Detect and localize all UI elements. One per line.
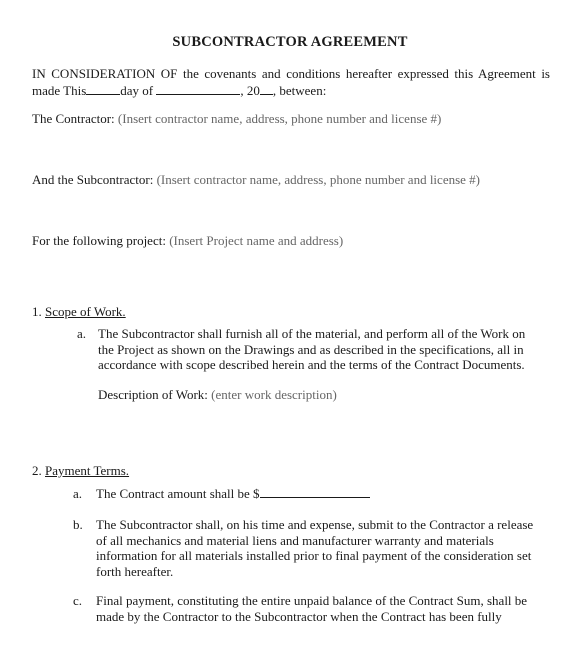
paragraph-line: of all mechanics and material liens and manufacturer warranty and materials: [96, 532, 494, 548]
intro-line-2: [32, 83, 326, 99]
between-label: , between:: [272, 83, 327, 98]
paragraph-line: Final payment, constituting the entire unpaid balance of the Contract Sum, shall be: [96, 593, 528, 608]
intro-line-1: IN CONSIDERATION OF the covenants and conditions hereafter expressed this Agreement is: [32, 66, 550, 81]
description-of-work-line: [98, 387, 337, 403]
section-1-item-a-marker: a.: [77, 326, 87, 341]
month-blank[interactable]: [156, 83, 240, 95]
section-2-item-a-text: [96, 486, 370, 502]
subcontractor-label: And the Subcontractor:: [32, 172, 154, 187]
project-line: [32, 233, 343, 249]
paragraph-line: information for all materials installed prior to final payment of the consideration set: [96, 548, 532, 563]
paragraph-line: accordance with scope described herein and the terms of the Contract Documents.: [98, 357, 525, 372]
paragraph-line: forth hereafter.: [96, 563, 174, 579]
section-2-item-b-text: [96, 517, 533, 579]
paragraph-line: The Subcontractor shall furnish all of the material, and perform all of the Work on: [98, 326, 526, 341]
section-2-item-b-marker: b.: [73, 517, 83, 532]
section-2-number: 2.: [32, 463, 42, 478]
section-1-item-a-text: [98, 326, 525, 373]
day-of-label: day of: [120, 83, 154, 98]
description-label: Description of Work:: [98, 387, 208, 402]
section-2-title: Payment Terms.: [45, 463, 130, 478]
paragraph-line: made by the Contractor to the Subcontractor when the Contract has been fully: [96, 608, 502, 624]
section-2-heading: [32, 463, 129, 479]
contractor-label: The Contractor:: [32, 111, 115, 126]
subcontractor-placeholder[interactable]: (Insert contractor name, address, phone number and license #): [156, 172, 480, 187]
year-blank[interactable]: [260, 83, 273, 95]
paragraph-line: The Subcontractor shall, on his time and expense, submit to the Contractor a release: [96, 517, 534, 532]
project-placeholder[interactable]: (Insert Project name and address): [169, 233, 344, 248]
section-2-item-c-marker: c.: [73, 593, 83, 608]
section-2-item-a-marker: a.: [73, 486, 83, 501]
project-label: For the following project:: [32, 233, 166, 248]
section-1-title: Scope of Work.: [45, 304, 126, 319]
paragraph-line: the Project as shown on the Drawings and as described in the specifications, all in: [98, 341, 524, 357]
day-blank[interactable]: [86, 83, 120, 95]
description-placeholder[interactable]: (enter work description): [211, 387, 337, 402]
contractor-placeholder[interactable]: (Insert contractor name, address, phone number and license #): [117, 111, 442, 126]
made-this-label: made This: [32, 83, 87, 98]
contract-amount-blank[interactable]: [260, 486, 370, 498]
contract-amount-label: The Contract amount shall be $: [96, 486, 260, 501]
year-label: , 20: [240, 83, 260, 98]
section-1-number: 1.: [32, 304, 42, 319]
document-title: SUBCONTRACTOR AGREEMENT: [172, 34, 408, 50]
contractor-line: [32, 111, 441, 127]
subcontractor-line: [32, 172, 480, 188]
section-1-heading: [32, 304, 126, 320]
section-2-item-c-text: [96, 593, 527, 624]
